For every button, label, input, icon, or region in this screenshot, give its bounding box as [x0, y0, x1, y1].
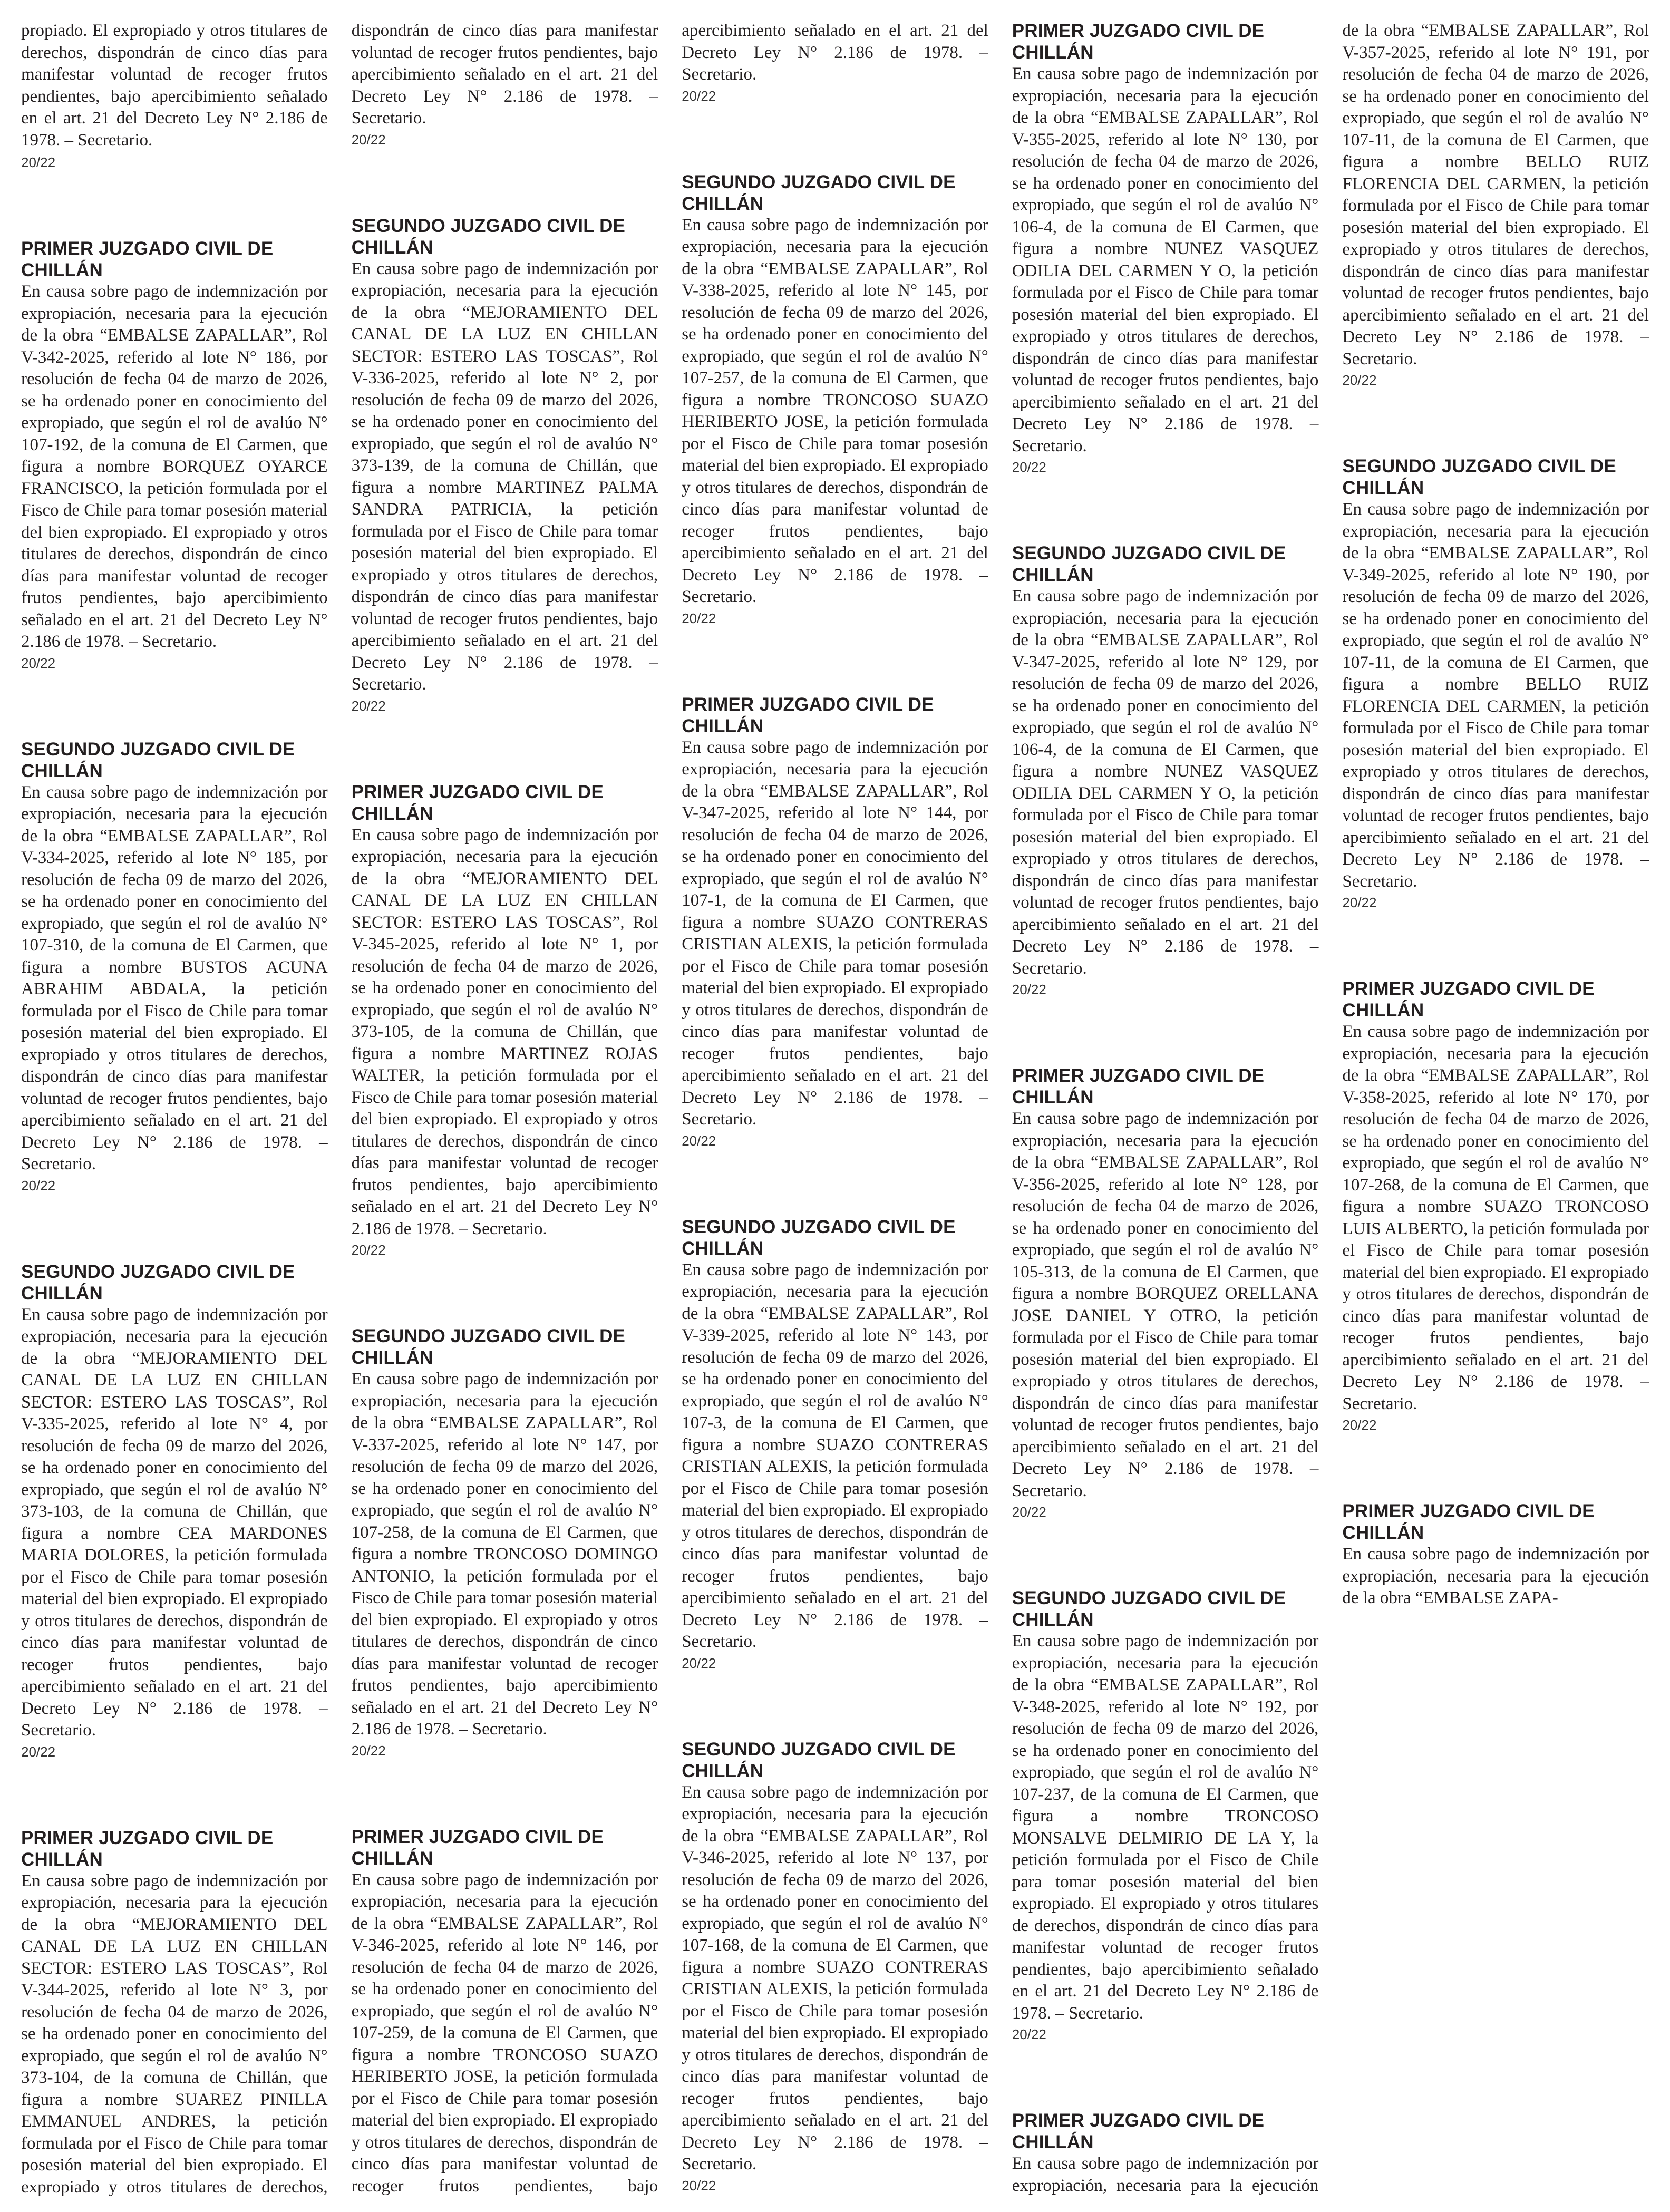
- court-heading: SEGUNDO JUZGADO CIVIL DE CHILLÁN: [351, 215, 626, 258]
- legal-notice: [352, 781, 658, 1260]
- court-heading: SEGUNDO JUZGADO CIVIL DE CHILLÁN: [1342, 456, 1616, 498]
- court-heading: SEGUNDO JUZGADO CIVIL DE CHILLÁN: [1012, 1588, 1286, 1630]
- notice-reference: 20/22: [21, 154, 56, 170]
- legal-notice: [682, 1739, 988, 2196]
- notice-reference: 20/22: [682, 88, 716, 104]
- legal-notice: [1342, 455, 1649, 913]
- notice-reference: 20/22: [1012, 459, 1046, 475]
- legal-notice: [21, 739, 328, 1196]
- legal-notice: [1012, 1065, 1319, 1522]
- notice-body: En causa sobre pago de indemnización por expropiación, necesaria para la ejecución de la obra “EMBALSE ZAPALLAR”, Rol V-347-2025, referido al lote N° 129, por resolución de fecha 09 de marzo del 2026, se ha ordenado poner en conocimiento del expropiado, que según el rol de avalúo N° 106-4, de la comuna de El Carmen, que figura a nombre NUNEZ VASQUEZ ODILIA DEL CARMEN Y O, la petición formulada por el Fisco de Chile para tomar posesión material del bien expropiado. El expropiado y otros titulares de derechos, dispondrán de cinco días para manifestar voluntad de recoger frutos pendientes, bajo apercibimiento señalado en el art. 21 del Decreto Ley N° 2.186 de 1978. – Secretario.: [1012, 587, 1319, 978]
- court-heading: PRIMER JUZGADO CIVIL DE CHILLÁN: [1342, 978, 1595, 1021]
- notice-reference: 20/22: [351, 697, 386, 714]
- notice-body: En causa sobre pago de indemnización por expropiación, necesaria para la ejecución de la obra “EMBALSE ZAPALLAR”, Rol V-334-2025, referido al lote N° 185, por resolución de fecha 09 de marzo del 2026, se ha ordenado poner en conocimiento del expropiado, que según el rol de avalúo N° 107-310, de la comuna de El Carmen, que figura a nombre BUSTOS ACUNA ABRAHIM ABDALA, la petición formulada por el Fisco de Chile para tomar posesión material del bien expropiado. El expropiado y otros titulares de derechos, dispondrán de cinco días para manifestar voluntad de recoger frutos pendientes, bajo apercibimiento señalado en el art. 21 del Decreto Ley N° 2.186 de 1978. – Secretario.: [21, 782, 328, 1173]
- court-heading: PRIMER JUZGADO CIVIL DE CHILLÁN: [21, 1827, 274, 1870]
- notice-body: propiado. El expropiado y otros titulares de derechos, dispondrán de cinco días para manifestar voluntad de recoger frutos pendientes, bajo apercibimiento señalado en el art. 21 del Decreto Ley N° 2.186 de 1978. – Secretario.: [21, 21, 328, 150]
- notice-reference: 20/22: [21, 655, 56, 671]
- notice-reference: 20/22: [1342, 1417, 1377, 1433]
- legal-notice: [1342, 1500, 1649, 1609]
- court-heading: SEGUNDO JUZGADO CIVIL DE CHILLÁN: [351, 1326, 626, 1368]
- notice-reference: 20/22: [351, 1742, 386, 1759]
- notice-reference: 20/22: [682, 2177, 716, 2194]
- notice-body: En causa sobre pago de indemnización por expropiación, necesaria para la ejecución de la obra “EMBALSE ZAPALLAR”, Rol V-356-2025, referido al lote N° 128, por resolución de fecha 04 de marzo de 2026, se ha ordenado poner en conocimiento del expropiado, que según el rol de avalúo N° 105-313, de la comuna de El Carmen, que figura a nombre BORQUEZ ORELLANA JOSE DANIEL Y OTRO, la petición formulada por el Fisco de Chile para tomar posesión material del bien expropiado. El expropiado y otros titulares de derechos, dispondrán de cinco días para manifestar voluntad de recoger frutos pendientes, bajo apercibimiento señalado en el art. 21 del Decreto Ley N° 2.186 de 1978. – Secretario.: [1012, 1109, 1319, 1500]
- legal-notice: [682, 1216, 988, 1673]
- notice-body: En causa sobre pago de indemnización por expropiación, necesaria para la ejecución de la obra “EMBALSE ZAPALLAR”, Rol V-357-2025, referido al lote N° 191, por resolución de fecha 04 de marzo de 2026, se ha ordenado poner en conocimiento del expropiado, que según el rol de avalúo N° 107-11, de la comuna de El Carmen, que figura a nombre BELLO RUIZ FLORENCIA DEL CARMEN, la petición formulada por el Fisco de Chile para tomar posesión material del bien expropiado. El expropiado y otros titulares de derechos, dispondrán de cinco días para manifestar voluntad de recoger frutos pendientes, bajo apercibimiento señalado en el art. 21 del Decreto Ley N° 2.186 de 1978. – Secretario.: [1012, 21, 1649, 2195]
- notice-reference: 20/22: [351, 131, 386, 148]
- court-heading: PRIMER JUZGADO CIVIL DE CHILLÁN: [21, 238, 274, 280]
- court-heading: SEGUNDO JUZGADO CIVIL DE CHILLÁN: [1012, 543, 1286, 585]
- legal-notice: [352, 1325, 658, 1761]
- notice-reference: 20/22: [21, 1177, 56, 1194]
- legal-notice: [682, 694, 988, 1151]
- legal-notice: [1012, 20, 1319, 477]
- court-heading: PRIMER JUZGADO CIVIL DE CHILLÁN: [1012, 2110, 1265, 2152]
- legal-notice: [1342, 978, 1649, 1435]
- notice-body: En causa sobre pago de indemnización por expropiación, necesaria para la ejecución de la obra “EMBALSE ZAPALLAR”, Rol V-347-2025, referido al lote N° 144, por resolución de fecha 04 de marzo de 2026, se ha ordenado poner en conocimiento del expropiado, que según el rol de avalúo N° 107-1, de la comuna de El Carmen, que figura a nombre SUAZO CONTRERAS CRISTIAN ALEXIS, la petición formulada por el Fisco de Chile para tomar posesión material del bien expropiado. El expropiado y otros titulares de derechos, dispondrán de cinco días para manifestar voluntad de recoger frutos pendientes, bajo apercibimiento señalado en el art. 21 del Decreto Ley N° 2.186 de 1978. – Secretario.: [682, 738, 988, 1129]
- legal-notice: [1012, 542, 1319, 1000]
- notice-reference: 20/22: [21, 1743, 56, 1760]
- court-heading: SEGUNDO JUZGADO CIVIL DE CHILLÁN: [682, 1216, 956, 1259]
- notice-body: En causa sobre pago de indemnización por expropiación, necesaria para la ejecución de la obra “EMBALSE ZAPALLAR”, Rol V-346-2025, referido al lote N° 137, por resolución de fecha 09 de marzo del 2026, se ha ordenado poner en conocimiento del expropiado, que según el rol de avalúo N° 107-168, de la comuna de El Carmen, que figura a nombre SUAZO CONTRERAS CRISTIAN ALEXIS, la petición formulada por el Fisco de Chile para tomar posesión material del bien expropiado. El expropiado y otros titulares de derechos, dispondrán de cinco días para manifestar voluntad de recoger frutos pendientes, bajo apercibimiento señalado en el art. 21 del Decreto Ley N° 2.186 de 1978. – Secretario.: [682, 1782, 988, 2174]
- notice-body: En causa sobre pago de indemnización por expropiación, necesaria para la ejecución de la obra “EMBALSE ZAPALLAR”, Rol V-349-2025, referido al lote N° 190, por resolución de fecha 09 de marzo del 2026, se ha ordenado poner en conocimiento del expropiado, que según el rol de avalúo N° 107-11, de la comuna de El Carmen, que figura a nombre BELLO RUIZ FLORENCIA DEL CARMEN, la petición formulada por el Fisco de Chile para tomar posesión material del bien expropiado. El expropiado y otros titulares de derechos, dispondrán de cinco días para manifestar voluntad de recoger frutos pendientes, bajo apercibimiento señalado en el art. 21 del Decreto Ley N° 2.186 de 1978. – Secretario.: [1342, 500, 1649, 891]
- notice-body: En causa sobre pago de indemnización por expropiación, necesaria para la ejecución de la obra “EMBALSE ZAPALLAR”, Rol V-348-2025, referido al lote N° 192, por resolución de fecha 09 de marzo del 2026, se ha ordenado poner en conocimiento del expropiado, que según el rol de avalúo N° 107-237, de la comuna de El Carmen, que figura a nombre TRONCOSO MONSALVE DELMIRIO DE LA Y, la petición formulada por el Fisco de Chile para tomar posesión material del bien expropiado. El expropiado y otros titulares de derechos, dispondrán de cinco días para manifestar voluntad de recoger frutos pendientes, bajo apercibimiento señalado en el art. 21 del Decreto Ley N° 2.186 de 1978. – Secretario.: [1012, 1632, 1319, 2023]
- notice-reference: 20/22: [682, 1655, 716, 1671]
- legal-notice: [1012, 1587, 1319, 2044]
- notice-reference: 20/22: [1342, 372, 1377, 388]
- court-heading: PRIMER JUZGADO CIVIL DE CHILLÁN: [351, 1826, 604, 1869]
- notice-reference: 20/22: [682, 610, 716, 626]
- court-heading: PRIMER JUZGADO CIVIL DE CHILLÁN: [1012, 1065, 1265, 1108]
- notice-body: En causa sobre pago de indemnización por expropiación, necesaria para la ejecución de la obra “EMBALSE ZAPALLAR”, Rol V-339-2025, referido al lote N° 143, por resolución de fecha 09 de marzo del 2026, se ha ordenado poner en conocimiento del expropiado, que según el rol de avalúo N° 107-3, de la comuna de El Carmen, que figura a nombre SUAZO CONTRERAS CRISTIAN ALEXIS, la petición formulada por el Fisco de Chile para tomar posesión material del bien expropiado. El expropiado y otros titulares de derechos, dispondrán de cinco días para manifestar voluntad de recoger frutos pendientes, bajo apercibimiento señalado en el art. 21 del Decreto Ley N° 2.186 de 1978. – Secretario.: [682, 1260, 988, 1651]
- court-heading: SEGUNDO JUZGADO CIVIL DE CHILLÁN: [21, 739, 295, 781]
- notice-body: En causa sobre pago de indemnización por expropiación, necesaria para la ejecución de la obra “EMBALSE ZAPALLAR”, Rol V-358-2025, referido al lote N° 170, por resolución de fecha 04 de marzo de 2026, se ha ordenado poner en conocimiento del expropiado, que según el rol de avalúo N° 107-268, de la comuna de El Carmen, que figura a nombre SUAZO TRONCOSO LUIS ALBERTO, la petición formulada por el Fisco de Chile para tomar posesión material del bien expropiado. El expropiado y otros titulares de derechos, dispondrán de cinco días para manifestar voluntad de recoger frutos pendientes, bajo apercibimiento señalado en el art. 21 del Decreto Ley N° 2.186 de 1978. – Secretario.: [1342, 1022, 1649, 1413]
- court-heading: SEGUNDO JUZGADO CIVIL DE CHILLÁN: [682, 1739, 956, 1781]
- legal-notice: [21, 1261, 328, 1762]
- notice-body: En causa sobre pago de indemnización por expropiación, necesaria para la ejecución de la obra “EMBALSE ZAPA-: [1342, 1545, 1649, 1607]
- notice-body: En causa sobre pago de indemnización por expropiación, necesaria para la ejecución de la obra “MEJORAMIENTO DEL CANAL DE LA LUZ EN CHILLAN SECTOR: ESTERO LAS TOSCAS”, Rol V-335-2025, referido al lote N° 4, por resolución de fecha 09 de marzo del 2026, se ha ordenado poner en conocimiento del expropiado, que según el rol de avalúo N° 373-103, de la comuna de Chillán, que figura a nombre CEA MARDONES MARIA DOLORES, la petición formulada por el Fisco de Chile para tomar posesión material del bien expropiado. El expropiado y otros titulares de derechos, dispondrán de cinco días para manifestar voluntad de recoger frutos pendientes, bajo apercibimiento señalado en el art. 21 del Decreto Ley N° 2.186 de 1978. – Secretario.: [21, 1305, 328, 1740]
- court-heading: PRIMER JUZGADO CIVIL DE CHILLÁN: [1012, 21, 1265, 63]
- notice-reference: 20/22: [1342, 895, 1377, 910]
- notice-reference: 20/22: [682, 1132, 716, 1149]
- notice-reference: 20/22: [1012, 1504, 1046, 1520]
- court-heading: SEGUNDO JUZGADO CIVIL DE CHILLÁN: [682, 171, 956, 214]
- legal-notice: [352, 215, 658, 716]
- legal-notice: [21, 238, 328, 673]
- notice-reference: 20/22: [1012, 2026, 1046, 2042]
- notice-body: En causa sobre pago de indemnización por expropiación, necesaria para la ejecución de la obra “EMBALSE ZAPALLAR”, Rol V-346-2025, referido al lote N° 146, por resolución de fecha 04 de marzo de 2026, se ha ordenado poner en conocimiento del expropiado, que según el rol de avalúo N° 107-259, de la comuna de El Carmen, que figura a nombre TRONCOSO SUAZO HERIBERTO JOSE, la petición formulada por el Fisco de Chile para tomar posesión material del bien expropiado. El expropiado y otros titulares de derechos, dispondrán de cinco días para manifestar voluntad de recoger frutos pendientes, bajo apercibimiento señalado en el art. 21 del Decreto Ley N° 2.186 de 1978. – Secretario.: [351, 21, 988, 2196]
- court-heading: SEGUNDO JUZGADO CIVIL DE CHILLÁN: [21, 1261, 295, 1304]
- notice-body: En causa sobre pago de indemnización por expropiación, necesaria para la ejecución de la obra “MEJORAMIENTO DEL CANAL DE LA LUZ EN CHILLAN SECTOR: ESTERO LAS TOSCAS”, Rol V-336-2025, referido al lote N° 2, por resolución de fecha 09 de marzo del 2026, se ha ordenado poner en conocimiento del expropiado, que según el rol de avalúo N° 373-139, de la comuna de Chillán, que figura a nombre MARTINEZ PALMA SANDRA PATRICIA, la petición formulada por el Fisco de Chile para tomar posesión material del bien expropiado. El expropiado y otros titulares de derechos, dispondrán de cinco días para manifestar voluntad de recoger frutos pendientes, bajo apercibimiento señalado en el art. 21 del Decreto Ley N° 2.186 de 1978. – Secretario.: [351, 259, 658, 694]
- notice-reference: 20/22: [1012, 982, 1046, 997]
- notice-body: En causa sobre pago de indemnización por expropiación, necesaria para la ejecución de la obra “EMBALSE ZAPALLAR”, Rol V-338-2025, referido al lote N° 145, por resolución de fecha 09 de marzo del 2026, se ha ordenado poner en conocimiento del expropiado, que según el rol de avalúo N° 107-257, de la comuna de El Carmen, que figura a nombre TRONCOSO SUAZO HERIBERTO JOSE, la petición formulada por el Fisco de Chile para tomar posesión material del bien expropiado. El expropiado y otros titulares de derechos, dispondrán de cinco días para manifestar voluntad de recoger frutos pendientes, bajo apercibimiento señalado en el art. 21 del Decreto Ley N° 2.186 de 1978. – Secretario.: [682, 215, 988, 606]
- notice-reference: 20/22: [351, 1242, 386, 1258]
- legal-notice: [682, 171, 988, 628]
- notice-body: En causa sobre pago de indemnización por expropiación, necesaria para la ejecución de la obra “EMBALSE ZAPALLAR”, Rol V-337-2025, referido al lote N° 147, por resolución de fecha 09 de marzo del 2026, se ha ordenado poner en conocimiento del expropiado, que según el rol de avalúo N° 107-258, de la comuna de El Carmen, que figura a nombre TRONCOSO DOMINGO ANTONIO, la petición formulada por el Fisco de Chile para tomar posesión material del bien expropiado. El expropiado y otros titulares de derechos, dispondrán de cinco días para manifestar voluntad de recoger frutos pendientes, bajo apercibimiento señalado en el art. 21 del Decreto Ley N° 2.186 de 1978. – Secretario.: [351, 1370, 658, 1739]
- court-heading: PRIMER JUZGADO CIVIL DE CHILLÁN: [1342, 1501, 1595, 1543]
- court-heading: PRIMER JUZGADO CIVIL DE CHILLÁN: [351, 781, 604, 824]
- notice-body: En causa sobre pago de indemnización por expropiación, necesaria para la ejecución de la obra “EMBALSE ZAPALLAR”, Rol V-355-2025, referido al lote N° 130, por resolución de fecha 04 de marzo de 2026, se ha ordenado poner en conocimiento del expropiado, que según el rol de avalúo N° 106-4, de la comuna de El Carmen, que figura a nombre NUNEZ VASQUEZ ODILIA DEL CARMEN Y O, la petición formulada por el Fisco de Chile para tomar posesión material del bien expropiado. El expropiado y otros titulares de derechos, dispondrán de cinco días para manifestar voluntad de recoger frutos pendientes, bajo apercibimiento señalado en el art. 21 del Decreto Ley N° 2.186 de 1978. – Secretario.: [1012, 64, 1319, 455]
- notice-body: En causa sobre pago de indemnización por expropiación, necesaria para la ejecución de la obra “MEJORAMIENTO DEL CANAL DE LA LUZ EN CHILLAN SECTOR: ESTERO LAS TOSCAS”, Rol V-344-2025, referido al lote N° 3, por resolución de fecha 04 de marzo de 2026, se ha ordenado poner en conocimiento del expropiado, que según el rol de avalúo N° 373-104, de la comuna de Chillán, que figura a nombre SUAREZ PINILLA EMMANUEL ANDRES, la petición formulada por el Fisco de Chile para tomar posesión material del bien expropiado. El expropiado y otros titulares de derechos, dispondrán de cinco días para manifestar voluntad de recoger frutos pendientes, bajo apercibimiento señalado en el art. 21 del Decreto Ley N° 2.186 de 1978. – Secretario.: [21, 21, 658, 2197]
- continued-notice-fragment: [21, 20, 328, 172]
- notice-body: En causa sobre pago de indemnización por expropiación, necesaria para la ejecución de la obra “MEJORAMIENTO DEL CANAL DE LA LUZ EN CHILLAN SECTOR: ESTERO LAS TOSCAS”, Rol V-345-2025, referido al lote N° 1, por resolución de fecha 04 de marzo de 2026, se ha ordenado poner en conocimiento del expropiado, que según el rol de avalúo N° 373-105, de la comuna de Chillán, que figura a nombre MARTINEZ ROJAS WALTER, la petición formulada por el Fisco de Chile para tomar posesión material del bien expropiado. El expropiado y otros titulares de derechos, dispondrán de cinco días para manifestar voluntad de recoger frutos pendientes, bajo apercibimiento señalado en el art. 21 del Decreto Ley N° 2.186 de 1978. – Secretario.: [351, 825, 658, 1238]
- notice-body: En causa sobre pago de indemnización por expropiación, necesaria para la ejecución de la obra “EMBALSE ZAPALLAR”, Rol V-342-2025, referido al lote N° 186, por resolución de fecha 04 de marzo de 2026, se ha ordenado poner en conocimiento del expropiado, que según el rol de avalúo N° 107-192, de la comuna de El Carmen, que figura a nombre BORQUEZ OYARCE FRANCISCO, la petición formulada por el Fisco de Chile para tomar posesión material del bien expropiado. El expropiado y otros titulares de derechos, dispondrán de cinco días para manifestar voluntad de recoger frutos pendientes, bajo apercibimiento señalado en el art. 21 del Decreto Ley N° 2.186 de 1978. – Secretario.: [21, 282, 328, 651]
- court-heading: PRIMER JUZGADO CIVIL DE CHILLÁN: [682, 694, 934, 736]
